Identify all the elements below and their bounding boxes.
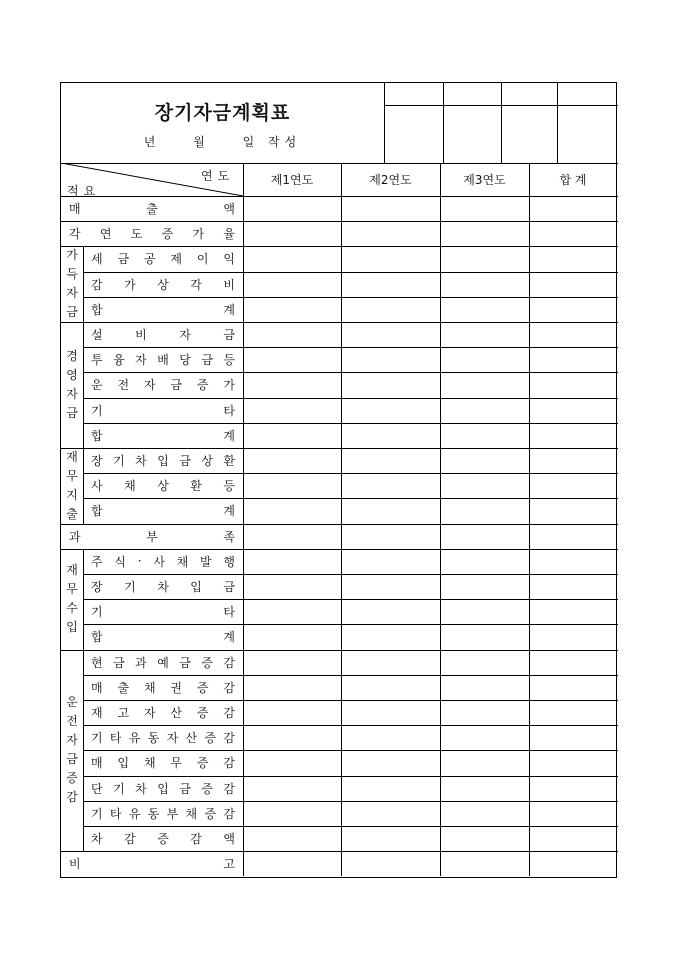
value-cell[interactable]	[529, 599, 618, 624]
value-cell[interactable]	[529, 851, 618, 876]
approval-box-3[interactable]	[501, 105, 557, 163]
value-cell[interactable]	[440, 221, 529, 246]
value-cell[interactable]	[529, 221, 618, 246]
value-cell[interactable]	[440, 524, 529, 549]
row-label: 감 가 상 각 비	[91, 277, 235, 292]
value-cell[interactable]	[440, 347, 529, 372]
value-cell[interactable]	[440, 297, 529, 322]
value-cell[interactable]	[529, 322, 618, 347]
row-label: 세 금 공 제 이 익	[91, 252, 235, 267]
row-label: 현 금 과 예 금 증 감	[91, 655, 235, 670]
value-cell[interactable]	[243, 297, 341, 322]
value-cell[interactable]	[529, 272, 618, 297]
value-cell[interactable]	[341, 372, 440, 397]
value-cell[interactable]	[440, 574, 529, 599]
row-label: 장 기 차 입 금	[91, 580, 235, 595]
value-cell[interactable]	[341, 650, 440, 675]
value-cell[interactable]	[243, 347, 341, 372]
row-group-label: 재 무 수 입	[66, 563, 78, 635]
value-cell[interactable]	[440, 473, 529, 498]
value-cell[interactable]	[341, 750, 440, 775]
value-cell[interactable]	[529, 700, 618, 725]
value-cell[interactable]	[529, 196, 618, 221]
row-label: 각 연 도 증 가 율	[69, 227, 235, 242]
value-cell[interactable]	[341, 347, 440, 372]
value-cell[interactable]	[243, 750, 341, 775]
value-cell[interactable]	[341, 322, 440, 347]
row-label: 합 계	[91, 630, 235, 645]
value-cell[interactable]	[440, 372, 529, 397]
row-label: 재 고 자 산 증 감	[91, 706, 235, 721]
value-cell[interactable]	[341, 624, 440, 649]
value-cell[interactable]	[529, 398, 618, 423]
value-cell[interactable]	[243, 801, 341, 826]
value-cell[interactable]	[341, 725, 440, 750]
value-cell[interactable]	[529, 574, 618, 599]
value-cell[interactable]	[440, 448, 529, 473]
value-cell[interactable]	[243, 498, 341, 523]
value-cell[interactable]	[243, 221, 341, 246]
value-cell[interactable]	[529, 448, 618, 473]
value-cell[interactable]	[529, 650, 618, 675]
value-cell[interactable]	[440, 599, 529, 624]
value-cell[interactable]	[341, 196, 440, 221]
row-label: 기 타 유 동 자 산 증 감	[91, 731, 235, 746]
value-cell[interactable]	[440, 801, 529, 826]
value-cell[interactable]	[341, 448, 440, 473]
row-label: 주 식 · 사 채 발 행	[91, 554, 235, 569]
row-group-label: 운 전 자 금 증 감	[66, 695, 78, 805]
value-cell[interactable]	[341, 801, 440, 826]
value-cell[interactable]	[341, 297, 440, 322]
row-label: 매 출 채 권 증 감	[91, 680, 235, 695]
value-cell[interactable]	[243, 524, 341, 549]
value-cell[interactable]	[440, 700, 529, 725]
row-label: 사 채 상 환 등	[91, 479, 235, 494]
date-month-label: 월	[193, 135, 205, 149]
row-label: 비 고	[69, 857, 235, 872]
value-cell[interactable]	[440, 549, 529, 574]
date-line	[61, 133, 384, 150]
value-cell[interactable]	[529, 473, 618, 498]
value-cell[interactable]	[341, 246, 440, 271]
long-term-funds-plan-form	[60, 82, 617, 878]
value-cell[interactable]	[243, 700, 341, 725]
value-cell[interactable]	[440, 675, 529, 700]
value-cell[interactable]	[341, 473, 440, 498]
value-cell[interactable]	[243, 599, 341, 624]
value-cell[interactable]	[440, 498, 529, 523]
value-cell[interactable]	[243, 675, 341, 700]
value-cell[interactable]	[440, 624, 529, 649]
row-label: 운 전 자 금 증 가	[91, 378, 235, 393]
value-cell[interactable]	[529, 498, 618, 523]
date-day-label: 일	[242, 135, 255, 149]
value-cell[interactable]	[341, 700, 440, 725]
approval-box-1[interactable]	[384, 105, 443, 163]
value-cell[interactable]	[243, 624, 341, 649]
row-label: 투 융 자 배 당 금 등	[91, 353, 235, 368]
approval-box-2[interactable]	[443, 105, 501, 163]
value-cell[interactable]	[529, 725, 618, 750]
value-cell[interactable]	[440, 322, 529, 347]
value-cell[interactable]	[341, 574, 440, 599]
value-cell[interactable]	[440, 826, 529, 851]
row-label: 차 감 증 감 액	[91, 832, 235, 847]
value-cell[interactable]	[341, 423, 440, 448]
value-cell[interactable]	[341, 826, 440, 851]
col-year-1: 제1연도	[270, 173, 314, 187]
row-label: 매 입 채 무 증 감	[91, 756, 235, 771]
row-label: 매 출 액	[69, 202, 235, 217]
row-label: 기 타	[91, 403, 235, 418]
value-cell[interactable]	[440, 750, 529, 775]
value-cell[interactable]	[341, 524, 440, 549]
value-cell[interactable]	[243, 826, 341, 851]
value-cell[interactable]	[341, 549, 440, 574]
value-cell[interactable]	[529, 624, 618, 649]
value-cell[interactable]	[243, 473, 341, 498]
value-cell[interactable]	[243, 448, 341, 473]
value-cell[interactable]	[243, 196, 341, 221]
form-title: 장기자금계획표	[154, 102, 291, 124]
value-cell[interactable]	[440, 776, 529, 801]
value-cell[interactable]	[341, 221, 440, 246]
value-cell[interactable]	[440, 423, 529, 448]
corner-summary-label: 적요	[67, 184, 101, 198]
value-cell[interactable]	[243, 423, 341, 448]
value-cell[interactable]	[243, 725, 341, 750]
col-total: 합 계	[559, 173, 587, 187]
row-label: 합 계	[91, 302, 235, 317]
value-cell[interactable]	[243, 650, 341, 675]
date-written-label: 작성	[268, 135, 302, 149]
value-cell[interactable]	[440, 196, 529, 221]
value-cell[interactable]	[341, 398, 440, 423]
row-group-label: 가 득 자 금	[66, 248, 78, 320]
value-cell[interactable]	[529, 297, 618, 322]
value-cell[interactable]	[243, 322, 341, 347]
value-cell[interactable]	[243, 851, 341, 876]
row-label: 장 기 차 입 금 상 환	[91, 454, 235, 469]
value-cell[interactable]	[341, 675, 440, 700]
value-cell[interactable]	[529, 801, 618, 826]
approval-box-4[interactable]	[557, 105, 617, 163]
value-cell[interactable]	[440, 725, 529, 750]
value-cell[interactable]	[243, 398, 341, 423]
value-cell[interactable]	[341, 851, 440, 876]
row-label: 단 기 차 입 금 증 감	[91, 781, 235, 796]
value-cell[interactable]	[529, 675, 618, 700]
value-cell[interactable]	[440, 851, 529, 876]
value-cell[interactable]	[243, 776, 341, 801]
row-group-label: 재 무 지 출	[66, 449, 78, 521]
value-cell[interactable]	[440, 398, 529, 423]
col-year-2: 제2연도	[369, 173, 412, 187]
value-cell[interactable]	[341, 498, 440, 523]
value-cell[interactable]	[243, 272, 341, 297]
value-cell[interactable]	[440, 272, 529, 297]
row-label: 합 계	[91, 428, 235, 443]
value-cell[interactable]	[529, 372, 618, 397]
row-label: 기 타	[91, 605, 235, 620]
corner-year-label: 연도	[201, 169, 235, 183]
value-cell[interactable]	[529, 524, 618, 549]
value-cell[interactable]	[243, 372, 341, 397]
value-cell[interactable]	[529, 347, 618, 372]
value-cell[interactable]	[529, 750, 618, 775]
value-cell[interactable]	[243, 574, 341, 599]
value-cell[interactable]	[341, 272, 440, 297]
date-year-label: 년	[143, 135, 156, 149]
value-cell[interactable]	[440, 246, 529, 271]
value-cell[interactable]	[341, 599, 440, 624]
row-label: 합 계	[91, 504, 235, 519]
row-label: 설 비 자 금	[91, 328, 235, 343]
value-cell[interactable]	[243, 246, 341, 271]
value-cell[interactable]	[243, 549, 341, 574]
row-label: 기 타 유 동 부 채 증 감	[91, 806, 235, 821]
value-cell[interactable]	[341, 776, 440, 801]
value-cell[interactable]	[529, 776, 618, 801]
row-group-label: 경 영 자 금	[66, 349, 78, 420]
row-label: 과 부 족	[69, 529, 235, 544]
value-cell[interactable]	[529, 549, 618, 574]
value-cell[interactable]	[440, 650, 529, 675]
col-year-3: 제3연도	[463, 173, 506, 187]
value-cell[interactable]	[529, 826, 618, 851]
value-cell[interactable]	[529, 423, 618, 448]
value-cell[interactable]	[529, 246, 618, 271]
